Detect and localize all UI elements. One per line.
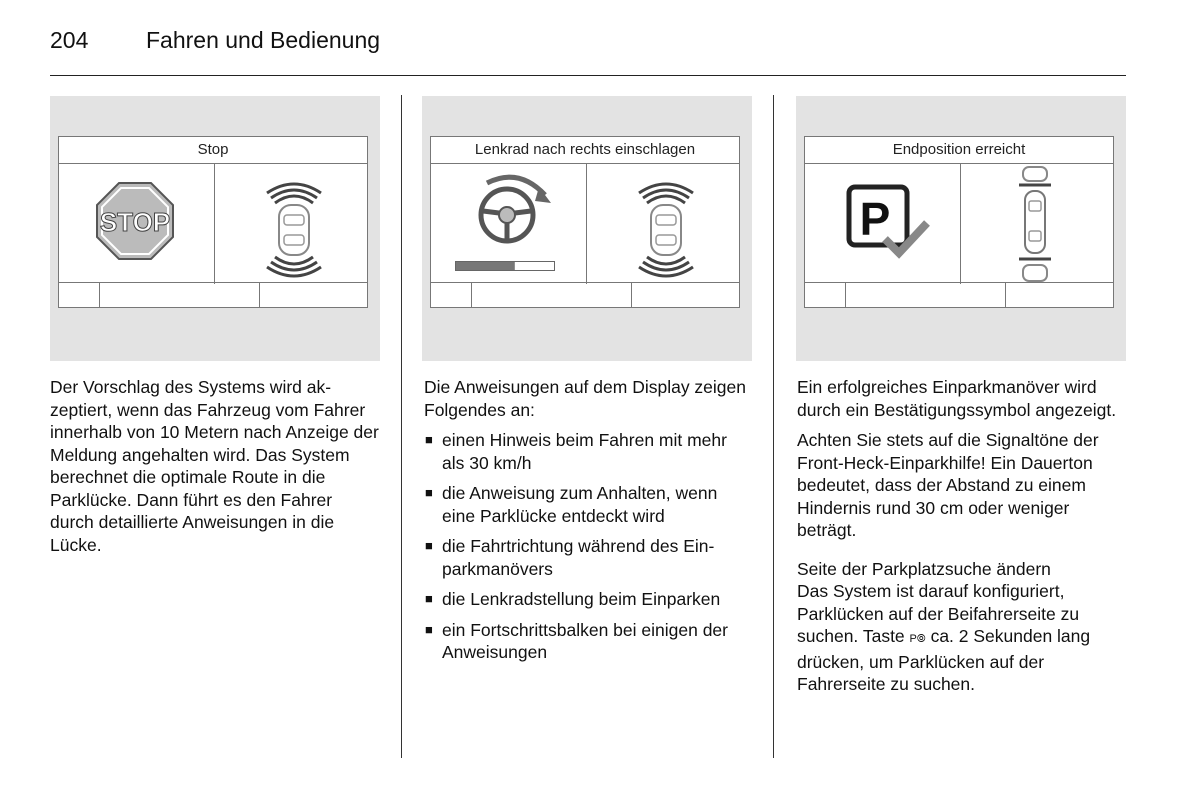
bullet-icon: ■ (425, 432, 433, 447)
stop-sign-icon (95, 181, 175, 261)
list-item (424, 588, 754, 611)
paragraph-1: Ein erfolgreiches Einparkmanöver wird durch ein Bestätigungssymbol angezeigt. (797, 377, 1117, 420)
bullet-icon: ■ (425, 591, 433, 606)
figure-end-position (796, 96, 1126, 361)
subheading: Seite der Parkplatzsuche ändern (797, 558, 1051, 579)
header-rule (50, 75, 1126, 76)
list-item (424, 535, 754, 580)
screen-bottom-bar (431, 282, 739, 307)
list-item (424, 429, 754, 474)
paragraph-3-end: ca. 2 Sekunden lang drücken, um Parklücken auf der Fahrerseite zu suchen. (797, 626, 1091, 694)
progress-bar (455, 261, 555, 271)
screen-title: Stop (59, 137, 367, 164)
steering-wheel-icon (467, 173, 553, 245)
paragraph-2: Achten Sie stets auf die Signaltöne der Front-Heck-Einparkhilfe! Ein Dauerton bedeutet, dass der Abstand zu einem Hindernis rund 30 cm oder weniger beträgt. (797, 430, 1099, 540)
column-right (797, 376, 1127, 704)
list-item-text: einen Hinweis beim Fahren mit mehr als 30 km/h (442, 430, 727, 473)
parking-button-icon: P⦾ (909, 633, 926, 645)
parking-p-letter: P (859, 193, 891, 245)
list-item-text: ein Fortschrittsbalken bei einigen der Anweisungen (442, 619, 728, 662)
page-header (50, 27, 380, 54)
progress-fill (456, 262, 515, 270)
paragraph: Der Vorschlag des Systems wird akzeptiert, wenn das Fahrzeug vom Fahrer innerhalb von 10 Metern nach Anzeige der Meldung angehalten wird. Das System berechnet die optimale Route in die Parklücke. Dann führt es den Fahrer durch detaillierte Anweisungen in die Lücke. (50, 377, 379, 555)
page-title: Fahren und Bedienung (146, 27, 381, 53)
list-item-text: die Lenkradstellung beim Einparken (442, 589, 721, 609)
screen-title: Lenkrad nach rechts einschlagen (431, 137, 739, 164)
screen-divider (586, 163, 587, 284)
parking-confirmed-icon (845, 183, 931, 261)
paragraph-3-start: Das System ist darauf konfiguriert, Parklücken auf der Beifahrerseite zu suchen. Taste (797, 581, 1080, 646)
figure-stop (50, 96, 380, 361)
list-item (424, 619, 754, 664)
stop-sign-text: STOP (99, 207, 171, 237)
screen-divider (960, 163, 961, 284)
list-item-text: die Anweisung zum Anhalten, wenn eine Parklücke entdeckt wird (442, 483, 718, 526)
list-item (424, 482, 754, 527)
list-item-text: die Fahrtrichtung während des Einparkmanövers (442, 536, 715, 579)
page-number: 204 (50, 27, 89, 53)
figure-steering (422, 96, 752, 361)
column-left (50, 376, 380, 564)
bullet-icon: ■ (425, 621, 433, 637)
parking-sensor-car-icon (631, 175, 701, 283)
display-screen (430, 136, 740, 308)
screen-title: Endposition erreicht (805, 137, 1113, 164)
screen-bottom-bar (59, 282, 367, 307)
paragraph-3 (797, 580, 1127, 696)
column-divider-2 (773, 95, 774, 758)
column-middle (424, 376, 754, 672)
car-between-obstacles-icon (1015, 165, 1055, 283)
screen-bottom-bar (805, 282, 1113, 307)
column-divider-1 (401, 95, 402, 758)
intro-paragraph: Die Anweisungen auf dem Display zeigen Folgendes an: (424, 377, 746, 420)
display-screen (58, 136, 368, 308)
bullet-icon: ■ (425, 538, 433, 553)
bullet-icon: ■ (425, 485, 433, 500)
display-screen (804, 136, 1114, 308)
instruction-list (424, 429, 754, 664)
screen-divider (214, 163, 215, 284)
parking-sensor-car-icon (259, 175, 329, 283)
